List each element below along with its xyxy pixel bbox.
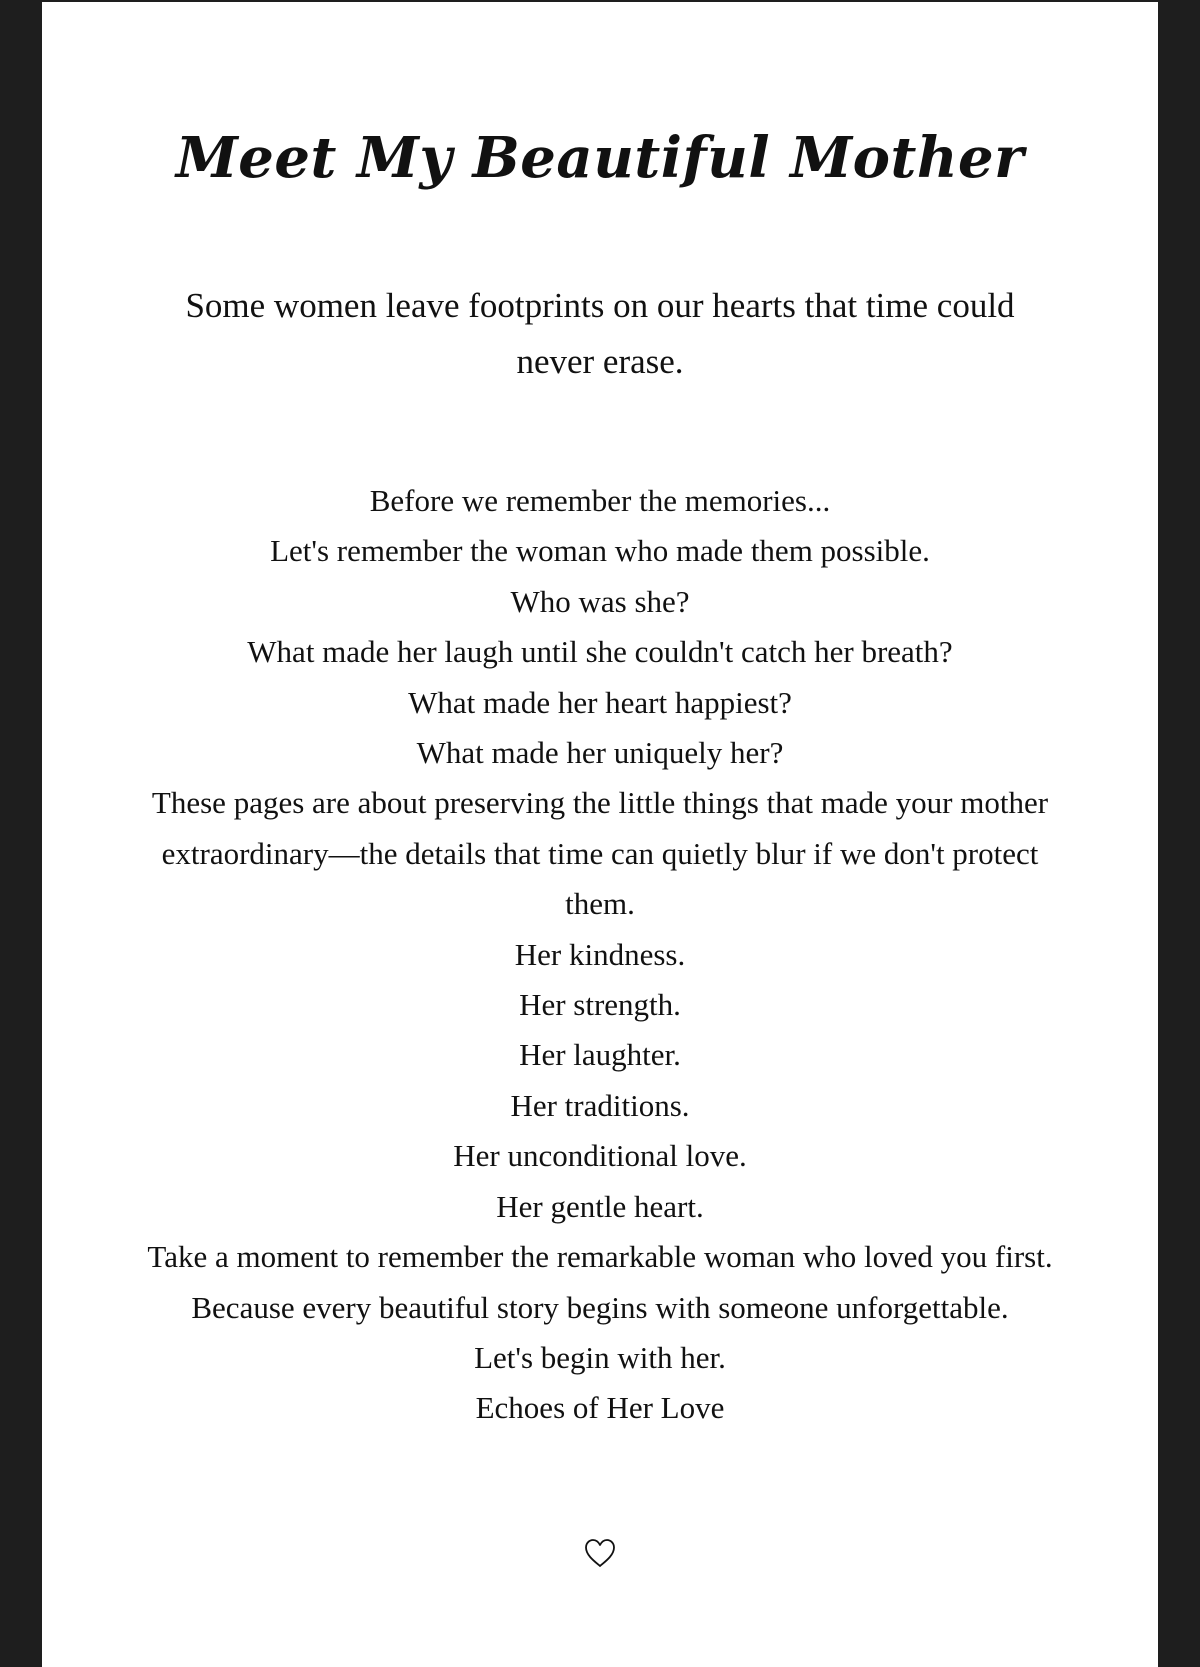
body-line: Take a moment to remember the remarkable woman who loved you first. <box>147 1239 1053 1275</box>
body-text <box>122 476 1078 1434</box>
body-line: Let's remember the woman who made them possible. <box>270 533 930 569</box>
body-line: Because every beautiful story begins with someone unforgettable. <box>191 1289 1009 1325</box>
body-line: Her strength. <box>519 987 681 1023</box>
body-line: Her traditions. <box>510 1087 690 1123</box>
signature-line: Echoes of Her Love <box>475 1390 725 1426</box>
body-line: What made her laugh until she couldn't catch her breath? <box>247 634 953 670</box>
body-line: What made her heart happiest? <box>408 684 792 720</box>
body-line: Her unconditional love. <box>453 1138 747 1174</box>
body-line: Her kindness. <box>514 936 686 972</box>
body-line: Her laughter. <box>519 1037 681 1073</box>
body-line: Her gentle heart. <box>496 1188 704 1224</box>
document-page <box>42 2 1158 1667</box>
body-line: What made her uniquely her? <box>416 735 784 771</box>
page-title: Meet My Beautiful Mother <box>175 125 1025 191</box>
body-line: These pages are about preserving the little things that made your mother extraordinary—the details that time can quietly blur if we don't protect them. <box>151 785 1049 922</box>
body-line: Who was she? <box>510 583 690 619</box>
body-line: Before we remember the memories... <box>369 483 831 518</box>
heart-outline-icon <box>583 1537 617 1569</box>
body-line: Let's begin with her. <box>474 1339 726 1375</box>
page-subtitle: Some women leave footprints on our hearts that time could never erase. <box>185 286 1015 381</box>
